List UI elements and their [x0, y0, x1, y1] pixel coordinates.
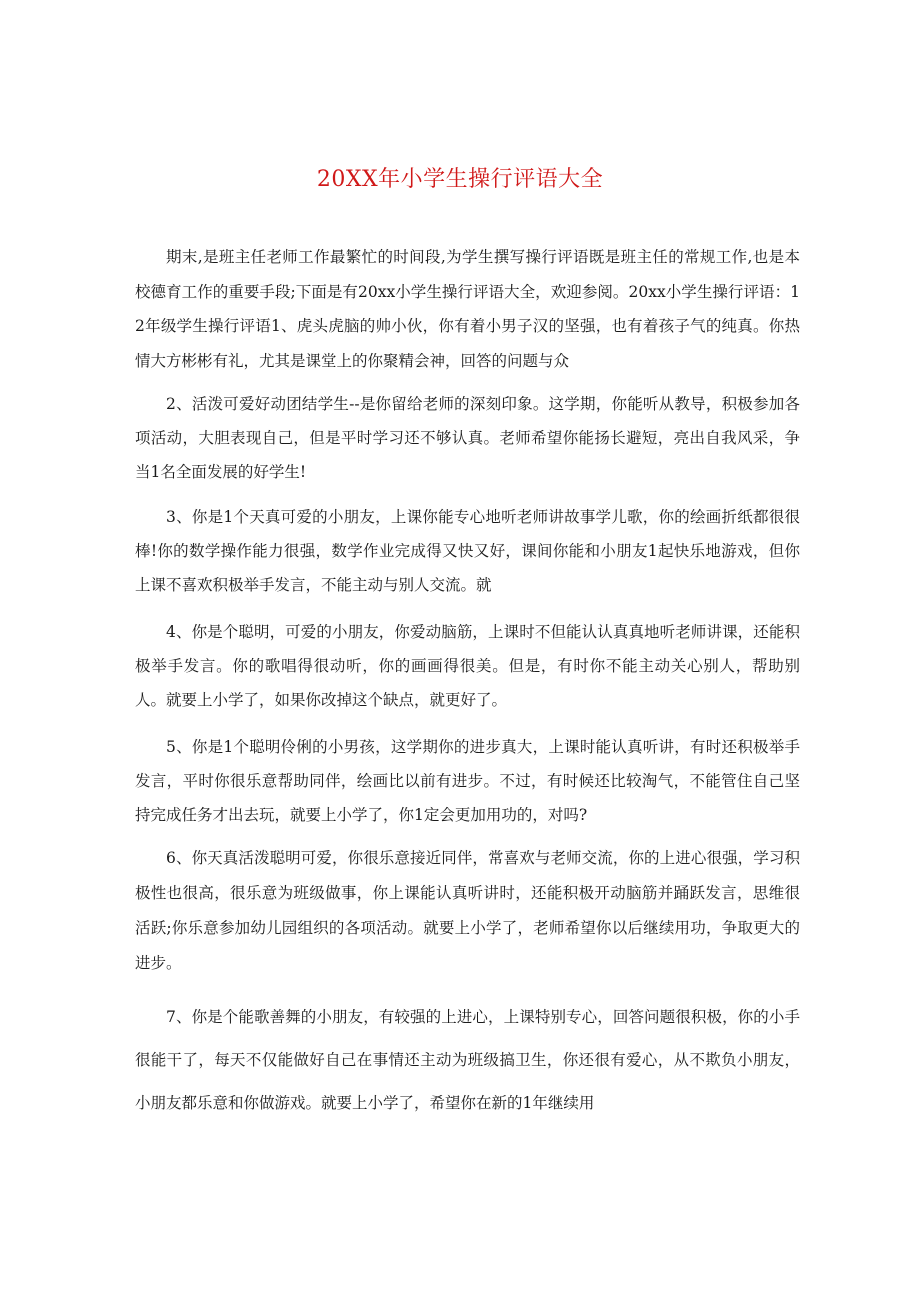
paragraph-comment-7: 7、你是个能歌善舞的小朋友，有较强的上进心，上课特别专心，回答问题很积极，你的小手很能干了，每天不仅能做好自己在事情还主动为班级搞卫生，你还很有爱心，从不欺负小朋友，小朋友都乐意和你做游戏。就要上小学了，希望你在新的1年继续用: [135, 1008, 800, 1112]
document-body: [135, 240, 800, 1125]
paragraph-comment-5: 5、你是1个聪明伶俐的小男孩，这学期你的进步真大，上课时能认真听讲，有时还积极举手发言，平时你很乐意帮助同伴，绘画比以前有进步。不过，有时候还比较淘气，不能管住自己坚持完成任务才出去玩，就要上小学了，你1定会更加用功的，对吗?: [135, 738, 800, 824]
paragraph-comment-3: 3、你是1个天真可爱的小朋友，上课你能专心地听老师讲故事学儿歌，你的绘画折纸都很很棒!你的数学操作能力很强，数学作业完成得又快又好，课间你能和小朋友1起快乐地游戏，但你上课不喜欢积极举手发言，不能主动与别人交流。就: [135, 508, 800, 594]
paragraph-comment-4: 4、你是个聪明，可爱的小朋友，你爱动脑筋，上课时不但能认认真真地听老师讲课，还能积极举手发言。你的歌唱得很动听，你的画画得很美。但是，有时你不能主动关心别人，帮助别人。就要上小学了，如果你改掉这个缺点，就更好了。: [135, 623, 800, 709]
paragraph-comment-2: 2、活泼可爱好动团结学生--是你留给老师的深刻印象。这学期，你能听从教导，积极参加各项活动，大胆表现自己，但是平时学习还不够认真。老师希望你能扬长避短，亮出自我风采，争当1名全面发展的好学生!: [135, 395, 800, 481]
paragraph-comment-6: 6、你天真活泼聪明可爱，你很乐意接近同伴，常喜欢与老师交流，你的上进心很强，学习积极性也很高，很乐意为班级做事，你上课能认真听讲时，还能积极开动脑筋并踊跃发言，思维很活跃;你乐意参加幼儿园组织的各项活动。就要上小学了，老师希望你以后继续用功，争取更大的进步。: [135, 849, 800, 972]
document-title: 20XX年小学生操行评语大全: [316, 167, 604, 192]
paragraph-intro: 期末,是班主任老师工作最繁忙的时间段,为学生撰写操行评语既是班主任的常规工作,也是本校德育工作的重要手段;下面是有20xx小学生操行评语大全，欢迎参阅。20xx小学生操行评语：12年级学生操行评语1、虎头虎脑的帅小伙，你有着小男子汉的坚强，也有着孩子气的纯真。你热情大方彬彬有礼，尤其是课堂上的你聚精会神，回答的问题与众: [135, 248, 800, 370]
